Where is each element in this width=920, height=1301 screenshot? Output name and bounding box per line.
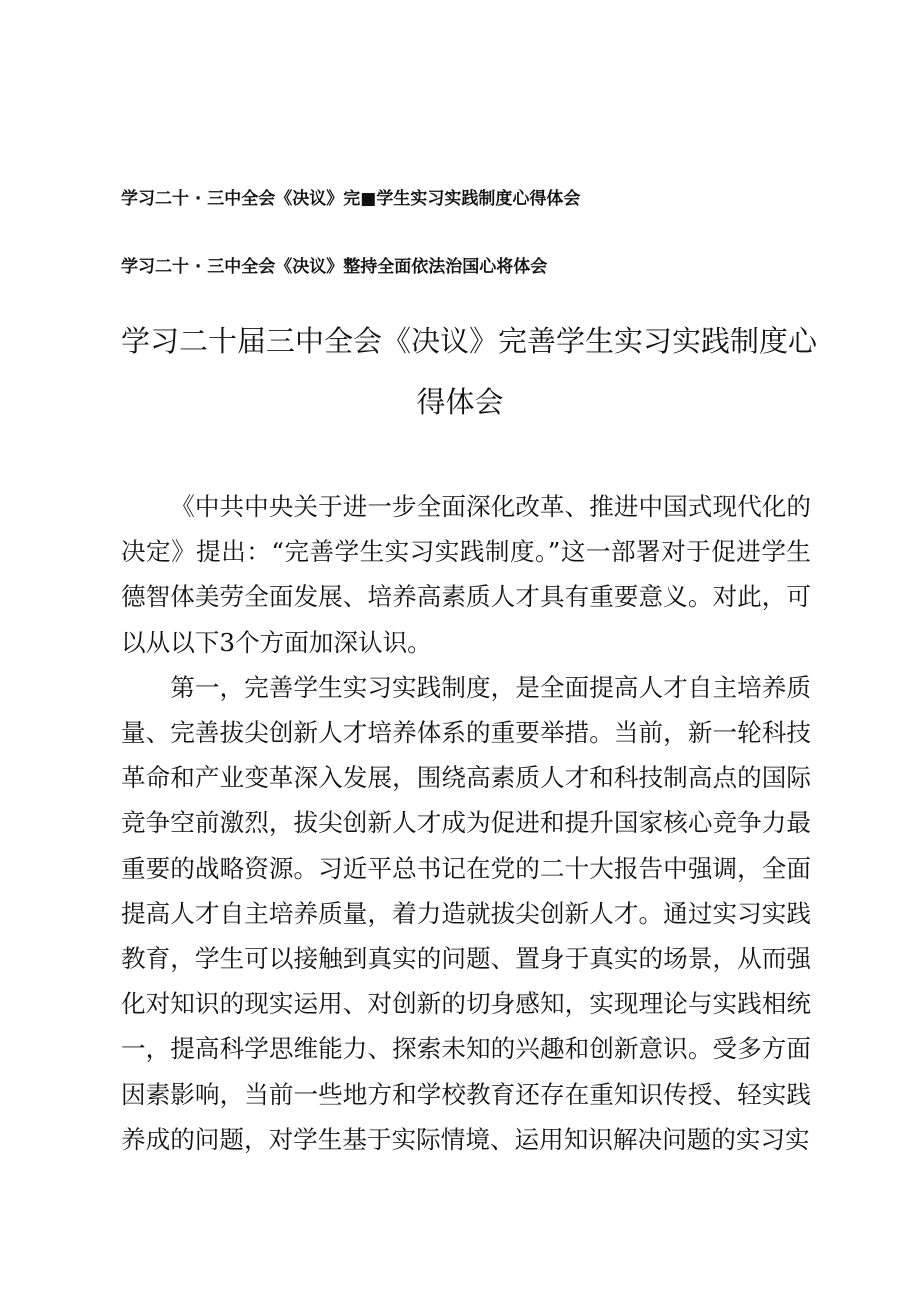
document-title-line-2: 得体会 [416, 385, 504, 419]
document-title-line-1: 学习二十届三中全会《决议》完善学生实习实践制度心 [121, 324, 818, 358]
toc-entry-2: 学习二十 · 三中全会《决议》整持全面依法治国心将体会 [121, 257, 548, 277]
document-body [121, 484, 811, 1162]
body-paragraph-1: 《中共中央关于进一步全面深化改革、推进中国式现代化的决定》提出：“完善学生实习实践制度。”这一部署对于促进学生德智体美劳全面发展、培养高素质人才具有重要意义。对此，可以从以下3个方面加深认识。 [121, 492, 811, 657]
body-paragraph-2: 第一，完善学生实习实践制度，是全面提高人才自主培养质量、完善拔尖创新人才培养体系的重要举措。当前，新一轮科技革命和产业变革深入发展，围绕高素质人才和科技制高点的国际竞争空前激烈，拔尖创新人才成为促进和提升国家核心竞争力最重要的战略资源。习近平总书记在党的二十大报告中强调，全面提高人才自主培养质量，着力造就拔尖创新人才。通过实习实践教育，学生可以接触到真实的问题、置身于真实的场景，从而强化对知识的现实运用、对创新的切身感知，实现理论与实践相统一，提高科学思维能力、探索未知的兴趣和创新意识。受多方面因素影响，当前一些地方和学校教育还存在重知识传授、轻实践养成的问题，对学生基于实际情境、运用知识解决问题的实习实 [121, 672, 811, 1154]
toc-entry-1: 学习二十 · 三中全会《决议》完■学生实习实践制度心得体会 [121, 189, 581, 209]
